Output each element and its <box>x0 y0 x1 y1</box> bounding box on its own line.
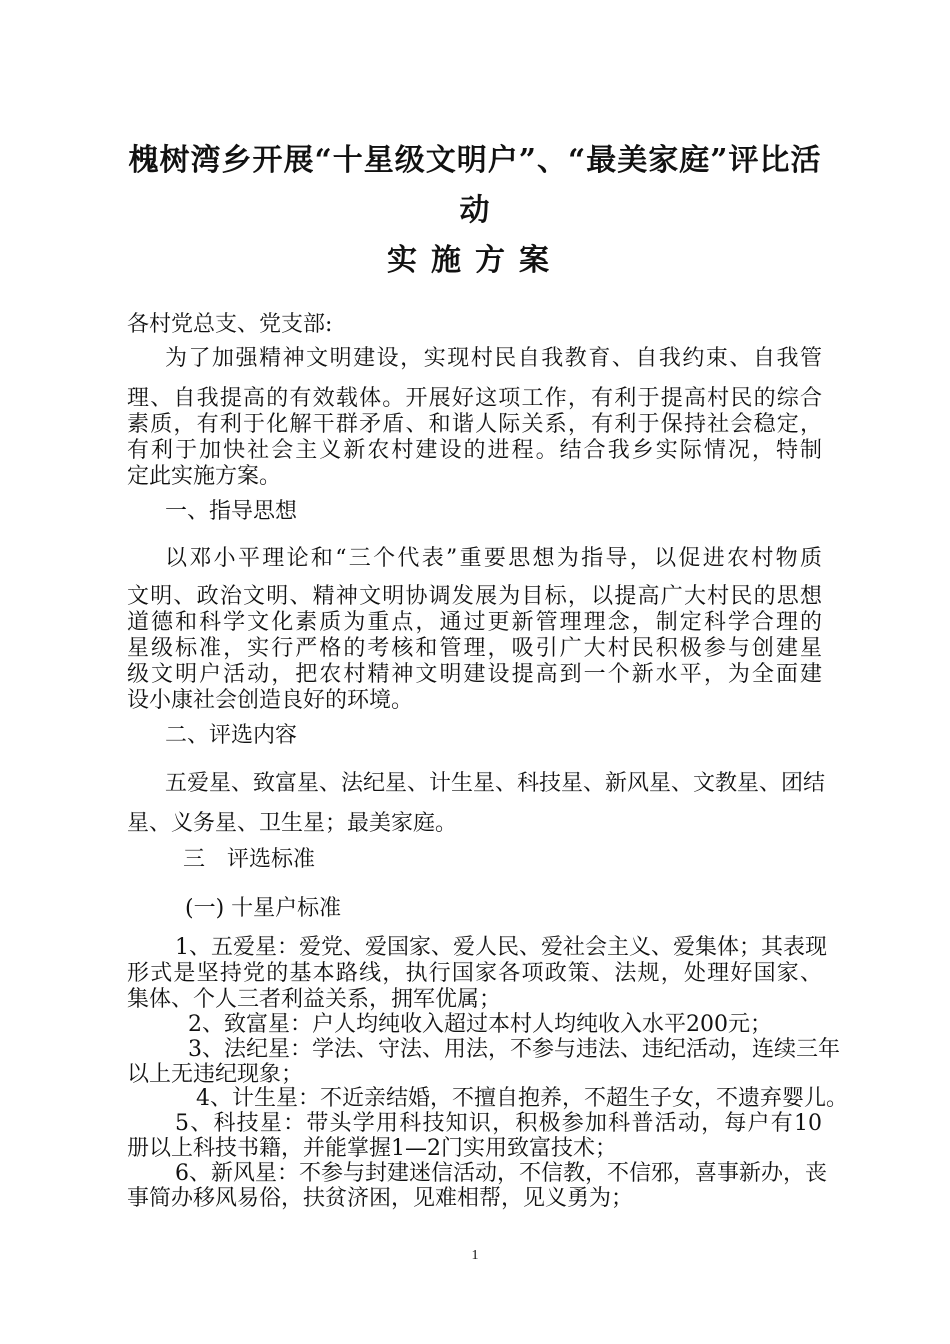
section-body-line: 设小康社会创造良好的环境。 <box>127 688 414 713</box>
standard-line: 1、五爱星：爱党、爱国家、爱人民、爱社会主义、爱集体；其表现 <box>175 935 827 960</box>
standard-line: 集体、个人三者利益关系，拥军优属； <box>127 987 502 1012</box>
standard-line: 形式是坚持党的基本路线，执行国家各项政策、法规，处理好国家、 <box>127 961 822 986</box>
page-number: 1 <box>471 1248 479 1263</box>
document-title-line-1: 槐树湾乡开展“十星级文明户”、“最美家庭”评比活 <box>128 143 822 178</box>
section-body-line: 星级标准，实行严格的考核和管理，吸引广大村民积极参与创建星 <box>127 636 822 661</box>
section-body-line: 五爱星、致富星、法纪星、计生星、科技星、新风星、文教星、团结 <box>165 771 826 796</box>
intro-line: 素质，有利于化解干群矛盾、和谐人际关系，有利于保持社会稳定， <box>127 412 822 437</box>
standard-line: 6、新风星：不参与封建迷信活动，不信教，不信邪，喜事新办，丧 <box>175 1161 827 1186</box>
standard-line: 册以上科技书籍，并能掌握1—2门实用致富技术； <box>127 1136 617 1161</box>
subsection-heading: (一) 十星户标准 <box>185 896 342 921</box>
standard-line: 5、科技星：带头学用科技知识，积极参加科普活动，每户有10 <box>175 1111 822 1136</box>
section-body-line: 级文明户活动，把农村精神文明建设提高到一个新水平，为全面建 <box>127 662 822 687</box>
standard-line: 事简办移风易俗，扶贫济困，见难相帮，见义勇为； <box>127 1186 634 1211</box>
section-body-line: 星、义务星、卫生星；最美家庭。 <box>127 811 458 836</box>
section-body-line: 道德和科学文化素质为重点，通过更新管理理念，制定科学合理的 <box>127 610 822 635</box>
salutation: 各村党总支、党支部: <box>127 312 333 337</box>
section-body-line: 以邓小平理论和“三个代表”重要思想为指导，以促进农村物质 <box>165 546 822 571</box>
document-title-line-2: 动 <box>459 193 491 228</box>
section-heading: 二、评选内容 <box>165 723 298 748</box>
section-heading: 一、指导思想 <box>165 499 298 524</box>
section-heading: 三 评选标准 <box>183 847 316 872</box>
intro-line: 理、自我提高的有效载体。开展好这项工作，有利于提高村民的综合 <box>127 386 822 411</box>
standard-line: 3、法纪星：学法、守法、用法，不参与违法、违纪活动，连续三年 <box>188 1037 840 1062</box>
document-subtitle: 实施方案 <box>387 243 563 278</box>
intro-line: 定此实施方案。 <box>127 464 282 489</box>
intro-line: 为了加强精神文明建设，实现村民自我教育、自我约束、自我管 <box>165 346 822 371</box>
section-body-line: 文明、政治文明、精神文明协调发展为目标，以提高广大村民的思想 <box>127 584 822 609</box>
standard-line: 4、计生星：不近亲结婚，不擅自抱养，不超生子女，不遗弃婴儿。 <box>196 1086 848 1111</box>
intro-line: 有利于加快社会主义新农村建设的进程。结合我乡实际情况，特制 <box>127 438 822 463</box>
standard-line: 2、致富星：户人均纯收入超过本村人均纯收入水平200元； <box>188 1012 772 1037</box>
standard-line: 以上无违纪现象； <box>127 1062 304 1087</box>
